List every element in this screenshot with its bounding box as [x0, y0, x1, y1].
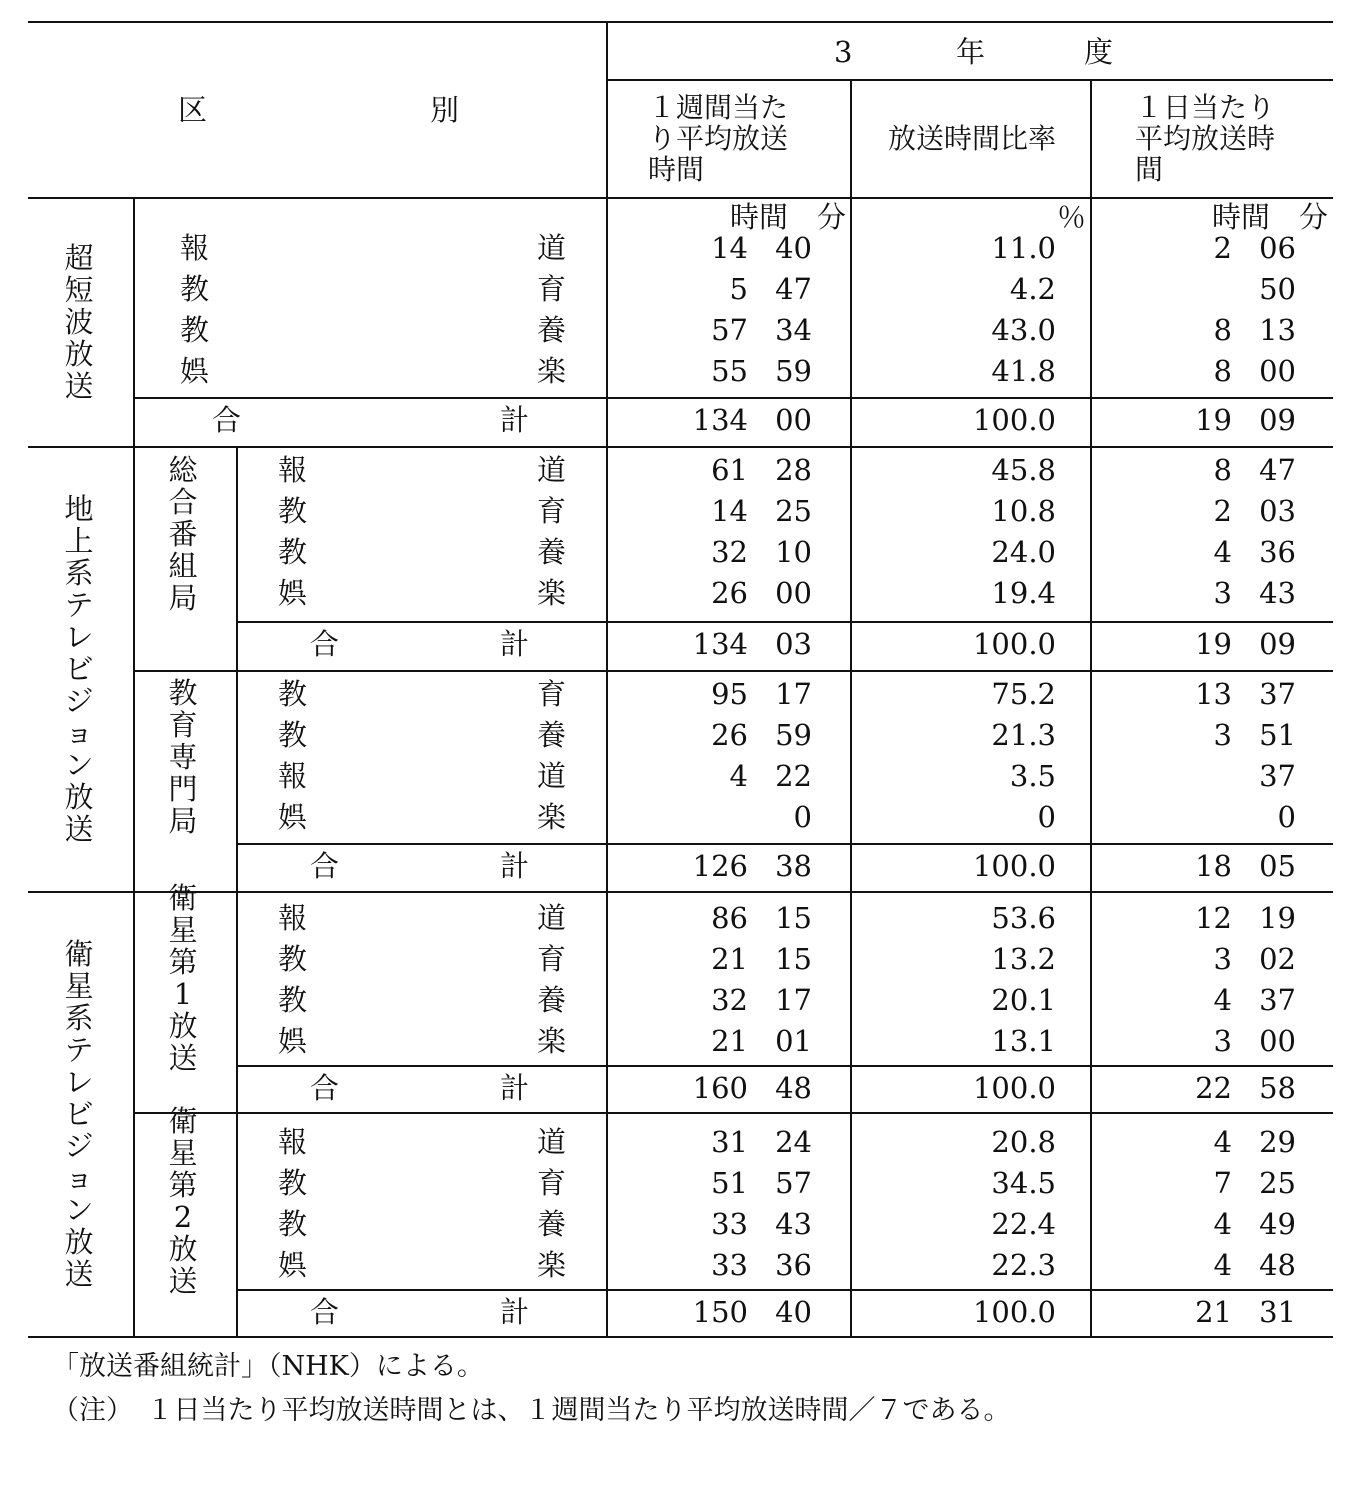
daily-hours: 4 [1213, 1207, 1232, 1241]
total-label-left: 合 [310, 1071, 340, 1105]
total-ratio-percent: 100.0 [972, 403, 1056, 437]
category-label-left: 娯 [278, 1024, 308, 1058]
group-rule [28, 891, 1333, 893]
category-label-left: 娯 [180, 354, 210, 388]
category-label-right: 育 [536, 272, 566, 306]
unit-daily: 時間 分 [1211, 200, 1328, 234]
category-label-right: 楽 [536, 354, 566, 388]
category-label-left: 報 [180, 231, 210, 265]
weekly-minutes: 01 [775, 1024, 812, 1058]
total-label-right: 計 [500, 1071, 530, 1105]
total-ratio-percent: 100.0 [972, 849, 1056, 883]
ratio-percent: 22.4 [991, 1207, 1056, 1241]
subgroup-name-vertical: 教育専門局 [168, 675, 198, 838]
weekly-hours: 55 [711, 354, 748, 388]
daily-minutes: 00 [1259, 1024, 1296, 1058]
total-weekly-minutes: 00 [775, 403, 812, 437]
total-daily-hours: 19 [1195, 627, 1232, 661]
daily-minutes: 37 [1259, 759, 1296, 793]
daily-minutes: 0 [1277, 800, 1296, 834]
ratio-percent: 0 [1037, 800, 1056, 834]
table-top-rule [28, 21, 1333, 23]
total-label-right: 計 [500, 849, 530, 883]
total-daily-minutes: 05 [1259, 849, 1296, 883]
definition-note: （注） １日当たり平均放送時間とは、１週間当たり平均放送時間／７である。 [52, 1395, 1011, 1426]
total-daily-hours: 21 [1195, 1295, 1232, 1329]
kubetsu-label-left: 区 [178, 93, 208, 127]
category-label-right: 楽 [536, 576, 566, 610]
category-label-right: 養 [536, 313, 566, 347]
daily-minutes: 43 [1259, 576, 1296, 610]
category-label-right: 道 [536, 901, 566, 935]
kubetsu-label-right: 別 [430, 93, 460, 127]
ratio-percent: 75.2 [991, 677, 1056, 711]
ratio-percent: 43.0 [991, 313, 1056, 347]
weekly-minutes: 10 [775, 535, 812, 569]
weekly-hours: 21 [711, 1024, 748, 1058]
total-weekly-minutes: 03 [775, 627, 812, 661]
total-label-left: 合 [310, 849, 340, 883]
category-label-right: 道 [536, 1125, 566, 1159]
total-ratio-percent: 100.0 [972, 627, 1056, 661]
weekly-hours: 31 [711, 1125, 748, 1159]
header-bottom-rule [28, 197, 1333, 199]
total-ratio-percent: 100.0 [972, 1295, 1056, 1329]
total-daily-minutes: 31 [1259, 1295, 1296, 1329]
weekly-minutes: 25 [775, 494, 812, 528]
category-label-right: 育 [536, 494, 566, 528]
daily-minutes: 06 [1259, 231, 1296, 265]
group-name-vertical: 衛星系テレビジョン放送 [64, 936, 94, 1291]
daily-hours: 8 [1213, 313, 1232, 347]
subgroup-rule [133, 1112, 1333, 1114]
ratio-percent: 4.2 [1009, 272, 1056, 306]
col-daily-header-line2: 平均放送時 [1135, 122, 1276, 155]
total-label-left: 合 [310, 1295, 340, 1329]
daily-hours: 3 [1213, 942, 1232, 976]
daily-minutes: 29 [1259, 1125, 1296, 1159]
weekly-hours: 21 [711, 942, 748, 976]
daily-minutes: 13 [1259, 313, 1296, 347]
daily-hours: 4 [1213, 1125, 1232, 1159]
weekly-minutes: 22 [775, 759, 812, 793]
ratio-percent: 41.8 [991, 354, 1056, 388]
weekly-minutes: 34 [775, 313, 812, 347]
daily-minutes: 48 [1259, 1248, 1296, 1282]
group-name-vertical: 地上系テレビジョン放送 [64, 491, 94, 846]
weekly-hours: 32 [711, 983, 748, 1017]
col-weekly-header-line1: １週間当た [648, 91, 789, 124]
total-rule [236, 1289, 1333, 1291]
total-weekly-hours: 126 [692, 849, 748, 883]
daily-minutes: 00 [1259, 354, 1296, 388]
category-label-left: 報 [278, 759, 308, 793]
category-label-left: 報 [278, 453, 308, 487]
category-label-left: 教 [278, 983, 308, 1017]
daily-hours: 3 [1213, 1024, 1232, 1058]
fiscal-year-nen: 年 [956, 35, 986, 69]
total-label-left: 合 [310, 627, 340, 661]
sub-col-rule [236, 446, 238, 1336]
subgroup-name-vertical: 総合番組局 [168, 452, 198, 615]
category-label-right: 養 [536, 983, 566, 1017]
daily-hours: 3 [1213, 576, 1232, 610]
daily-hours: 2 [1213, 231, 1232, 265]
category-label-left: 教 [278, 677, 308, 711]
daily-minutes: 03 [1259, 494, 1296, 528]
daily-hours: 3 [1213, 718, 1232, 752]
total-ratio-percent: 100.0 [972, 1071, 1056, 1105]
daily-minutes: 37 [1259, 677, 1296, 711]
ratio-percent: 13.1 [991, 1024, 1056, 1058]
ratio-percent: 20.8 [991, 1125, 1056, 1159]
category-label-right: 道 [536, 231, 566, 265]
daily-hours: 7 [1213, 1166, 1232, 1200]
daily-minutes: 02 [1259, 942, 1296, 976]
category-label-right: 楽 [536, 800, 566, 834]
weekly-hours: 5 [729, 272, 748, 306]
subgroup-name-vertical: 衛星第2放送 [168, 1103, 198, 1298]
category-label-right: 道 [536, 759, 566, 793]
col-daily-header-line3: 間 [1135, 153, 1164, 186]
weekly-hours: 14 [711, 494, 748, 528]
total-label-left: 合 [212, 403, 242, 437]
weekly-minutes: 15 [775, 901, 812, 935]
group-name-vertical: 超短波放送 [64, 240, 94, 403]
daily-hours: 12 [1195, 901, 1232, 935]
total-daily-minutes: 09 [1259, 403, 1296, 437]
daily-hours: 2 [1213, 494, 1232, 528]
daily-hours: 4 [1213, 535, 1232, 569]
group-rule [28, 446, 1333, 448]
category-label-left: 娯 [278, 800, 308, 834]
total-weekly-hours: 160 [692, 1071, 748, 1105]
col-daily-header-line1: １日当たり [1135, 91, 1276, 124]
subgroup-name-vertical: 衛星第1放送 [168, 881, 198, 1075]
weekly-hours: 4 [729, 759, 748, 793]
category-label-right: 楽 [536, 1248, 566, 1282]
weekly-minutes: 0 [793, 800, 812, 834]
weekly-minutes: 15 [775, 942, 812, 976]
total-rule [133, 397, 1333, 399]
col-weekly-header-line2: り平均放送 [648, 122, 789, 155]
total-daily-hours: 18 [1195, 849, 1232, 883]
fiscal-year-number: 3 [834, 35, 853, 69]
total-weekly-hours: 134 [692, 403, 748, 437]
total-weekly-minutes: 38 [775, 849, 812, 883]
total-label-right: 計 [500, 627, 530, 661]
category-label-left: 教 [278, 1166, 308, 1200]
category-label-right: 育 [536, 677, 566, 711]
total-daily-hours: 22 [1195, 1071, 1232, 1105]
category-label-left: 教 [180, 272, 210, 306]
weekly-hours: 95 [711, 677, 748, 711]
daily-hours: 4 [1213, 983, 1232, 1017]
weekly-hours: 26 [711, 576, 748, 610]
table-bottom-rule [28, 1336, 1333, 1338]
col-rule-ratio [850, 79, 852, 1336]
category-label-left: 教 [180, 313, 210, 347]
category-label-right: 楽 [536, 1024, 566, 1058]
total-daily-minutes: 09 [1259, 627, 1296, 661]
weekly-minutes: 47 [775, 272, 812, 306]
ratio-percent: 10.8 [991, 494, 1056, 528]
total-label-right: 計 [500, 403, 530, 437]
name-col-rule [133, 197, 135, 1336]
category-label-right: 育 [536, 1166, 566, 1200]
source-note: 「放送番組統計」（NHK）による。 [52, 1351, 484, 1382]
daily-minutes: 37 [1259, 983, 1296, 1017]
category-label-left: 教 [278, 535, 308, 569]
category-label-left: 教 [278, 494, 308, 528]
weekly-hours: 33 [711, 1207, 748, 1241]
fiscal-year-do: 度 [1084, 35, 1114, 69]
total-rule [236, 843, 1333, 845]
daily-minutes: 51 [1259, 718, 1296, 752]
category-label-right: 道 [536, 453, 566, 487]
category-label-left: 報 [278, 1125, 308, 1159]
category-label-left: 報 [278, 901, 308, 935]
year-header-rule [607, 79, 1333, 81]
ratio-percent: 34.5 [991, 1166, 1056, 1200]
weekly-minutes: 17 [775, 677, 812, 711]
ratio-percent: 11.0 [991, 231, 1056, 265]
col-ratio-header: 放送時間比率 [887, 122, 1056, 155]
weekly-hours: 57 [711, 313, 748, 347]
category-label-left: 教 [278, 1207, 308, 1241]
unit-ratio: ％ [1056, 200, 1086, 234]
ratio-percent: 13.2 [991, 942, 1056, 976]
total-label-right: 計 [500, 1295, 530, 1329]
ratio-percent: 53.6 [991, 901, 1056, 935]
daily-hours: 13 [1195, 677, 1232, 711]
weekly-hours: 86 [711, 901, 748, 935]
ratio-percent: 45.8 [991, 453, 1056, 487]
weekly-hours: 32 [711, 535, 748, 569]
col-rule-weekly [606, 21, 608, 1336]
category-label-right: 育 [536, 942, 566, 976]
total-daily-hours: 19 [1195, 403, 1232, 437]
weekly-hours: 14 [711, 231, 748, 265]
ratio-percent: 3.5 [1009, 759, 1056, 793]
category-label-left: 娯 [278, 1248, 308, 1282]
category-label-left: 教 [278, 942, 308, 976]
daily-minutes: 25 [1259, 1166, 1296, 1200]
ratio-percent: 22.3 [991, 1248, 1056, 1282]
daily-minutes: 47 [1259, 453, 1296, 487]
weekly-minutes: 59 [775, 718, 812, 752]
daily-minutes: 19 [1259, 901, 1296, 935]
total-weekly-hours: 150 [692, 1295, 748, 1329]
category-label-left: 教 [278, 718, 308, 752]
unit-weekly: 時間 分 [729, 200, 846, 234]
weekly-minutes: 28 [775, 453, 812, 487]
total-daily-minutes: 58 [1259, 1071, 1296, 1105]
ratio-percent: 19.4 [991, 576, 1056, 610]
col-rule-daily [1090, 79, 1092, 1336]
ratio-percent: 20.1 [991, 983, 1056, 1017]
weekly-minutes: 57 [775, 1166, 812, 1200]
daily-hours: 8 [1213, 354, 1232, 388]
weekly-minutes: 36 [775, 1248, 812, 1282]
total-rule [236, 1065, 1333, 1067]
category-label-left: 娯 [278, 576, 308, 610]
weekly-hours: 33 [711, 1248, 748, 1282]
col-weekly-header-line3: 時間 [648, 153, 705, 186]
daily-hours: 4 [1213, 1248, 1232, 1282]
daily-minutes: 49 [1259, 1207, 1296, 1241]
weekly-hours: 26 [711, 718, 748, 752]
daily-minutes: 50 [1259, 272, 1296, 306]
subgroup-rule [133, 670, 1333, 672]
total-weekly-hours: 134 [692, 627, 748, 661]
total-rule [236, 621, 1333, 623]
ratio-percent: 21.3 [991, 718, 1056, 752]
weekly-minutes: 59 [775, 354, 812, 388]
weekly-hours: 61 [711, 453, 748, 487]
total-weekly-minutes: 48 [775, 1071, 812, 1105]
daily-minutes: 36 [1259, 535, 1296, 569]
weekly-minutes: 00 [775, 576, 812, 610]
total-weekly-minutes: 40 [775, 1295, 812, 1329]
ratio-percent: 24.0 [991, 535, 1056, 569]
weekly-minutes: 17 [775, 983, 812, 1017]
weekly-minutes: 43 [775, 1207, 812, 1241]
weekly-minutes: 40 [775, 231, 812, 265]
daily-hours: 8 [1213, 453, 1232, 487]
category-label-right: 養 [536, 718, 566, 752]
category-label-right: 養 [536, 535, 566, 569]
weekly-minutes: 24 [775, 1125, 812, 1159]
weekly-hours: 51 [711, 1166, 748, 1200]
category-label-right: 養 [536, 1207, 566, 1241]
